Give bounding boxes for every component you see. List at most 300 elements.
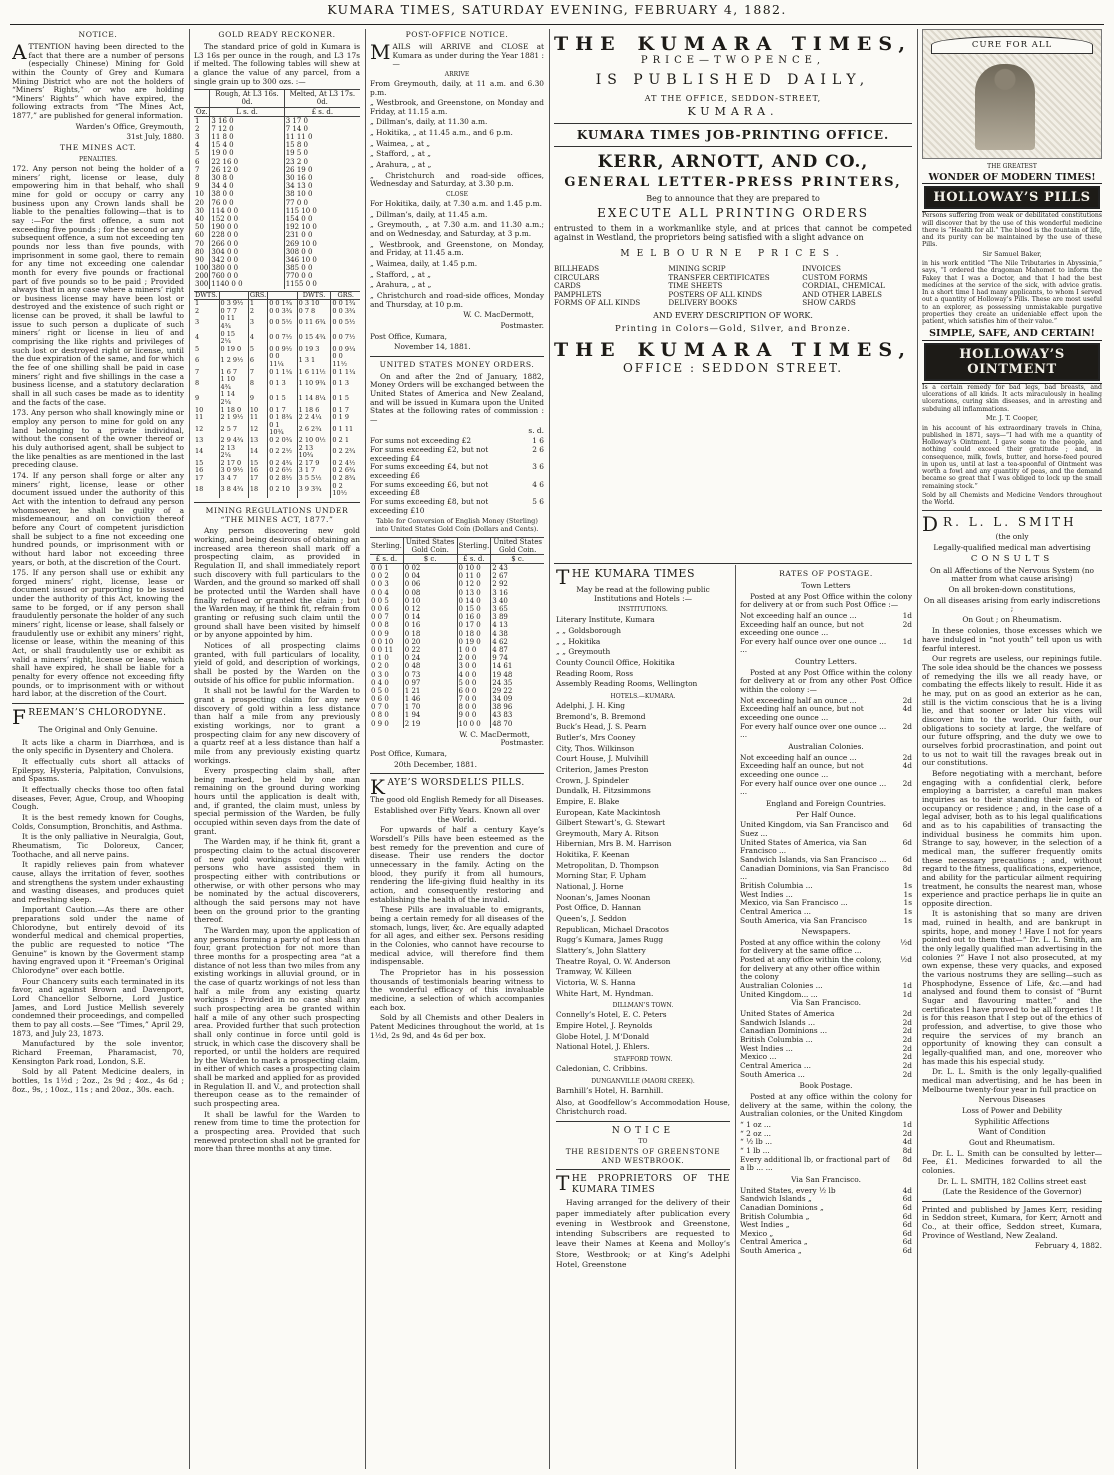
postage-rate-value: 6d	[902, 1228, 912, 1238]
dwt-row-cell: 0 2 1	[331, 437, 360, 445]
dunganville-heading: DUNGANVILLE (MAORI CREEK).	[591, 1077, 695, 1085]
print-item-row-cell: POSTERS OF ALL KINDS	[668, 289, 763, 299]
kumara-times-heading: THE KUMARA TIMES	[556, 568, 695, 589]
conversion-row-cell: 2 92	[491, 580, 544, 588]
us-orders-heading: UNITED STATES MONEY ORDERS.	[379, 359, 535, 369]
postage-rate-label: Not exceeding half an ounce ...	[740, 695, 857, 705]
conversion-row-cell: 0 9 0	[371, 719, 389, 728]
dwt-row-cell: 9	[248, 391, 267, 406]
postage-rate-label: United States of America, via San Francisco ...	[740, 837, 867, 856]
baker-heading: Sir Samuel Baker,	[982, 249, 1042, 258]
ounce-row-cell: 154 0 0	[284, 215, 360, 223]
conversion-row	[370, 654, 544, 662]
postage-rate-label: British Columbia ...	[740, 880, 813, 890]
closing-item: „ Westbrook, and Greenstone, on Monday, and Friday, at 11.45 a.m.	[370, 239, 544, 258]
hotel-item: Empire, E. Blake	[556, 796, 620, 806]
ounce-row-cell: 3 17 0	[284, 116, 360, 125]
dwt-row-cell: 0 1 1¼	[268, 369, 297, 377]
postage-rate	[740, 1071, 912, 1080]
post-office-date: 20th December, 1881.	[394, 759, 477, 769]
regulation-paragraph: It shall not be lawful for the Warden to grant a prospecting claim for any new discovery of gold within a less distance than half a mile from any previously existing workings, nor to grant a prospecting claim for any new discovery of a quartz reef at a less distance than half a mile from any previously existing quartz workings.	[194, 686, 360, 765]
conversion-row-cell: 4 62	[491, 638, 544, 646]
freeman-paragraph: It is the best remedy known for Coughs, Colds, Consumption, Bronchitis, and Asthma.	[12, 812, 184, 831]
ounce-row-cell: 266 0 0	[210, 240, 284, 248]
postage-rate-label: “ 2 oz ...	[740, 1128, 771, 1138]
ounce-row-cell: 20	[195, 198, 204, 207]
post-office-date: November 14, 1881.	[394, 342, 471, 352]
postage-rate-label: Exceeding half an ounce, but not exceeding one ounce ...	[740, 619, 864, 638]
ounce-row-cell: 1140 0 0	[210, 280, 284, 288]
arrive-list	[370, 80, 544, 189]
dwt-row-cell: 1 18 0	[219, 407, 248, 415]
postage-rate	[740, 705, 912, 722]
dwt-row-cell: 0 2 6½	[268, 467, 297, 475]
institution-item: Literary Institute, Kumara	[556, 615, 655, 625]
conversion-row-cell: 14 61	[491, 662, 544, 670]
ounce-row-cell: 269 10 0	[284, 240, 360, 248]
regulation-paragraph: The Warden may, upon the application of any persons forming a party of not less than four, grant protection for not more than three months for a prospecting area “at a distance of not less than two miles from any existing workings in alluvial ground, or in the case of quartz workings of not less than half a mile from any existing quartz workings : Provided in no case shall any such prospecting area be granted within half a mile of any other such prospecting area. Provided further that such protection shall only continue in force until gold is struck, in which case the discovery shall be reported, or until the holders are required by the Warden to mark a prospecting claim, in either of which cases a prospecting claim shall be marked and applied for as provided in Regulation II. and V., and protection shall thereupon cease as to the remainder of such prospecting area.	[194, 925, 360, 1109]
ounce-row	[194, 264, 360, 272]
dwt-row-cell: 0 2 0¾	[268, 437, 297, 445]
conversion-row-cell: 3 16	[491, 589, 544, 597]
postage-rate-value: 2d	[902, 1061, 912, 1070]
dwt-row-cell: 6	[195, 356, 200, 365]
hotel-item: Buck’s Head, J. S. Pearn	[556, 722, 647, 732]
column-gold-reckoner	[194, 29, 360, 1156]
conversion-title: Table for Conversion of English Money (Sterling) into United States Gold Coin (Dollars and Cents).	[375, 517, 539, 533]
dwt-row-cell: 1 10 4¾	[219, 376, 248, 391]
dwt-row-cell: 3 1 7	[297, 467, 331, 475]
office-line: AT THE OFFICE, SEDDON-STREET,	[644, 94, 822, 104]
drop-cap: D	[922, 512, 942, 537]
dwt-row-cell: 0 0 11½	[331, 353, 360, 368]
hotel-item: Globe Hotel, J. M‘Donald	[556, 1031, 650, 1041]
postage-rate	[740, 821, 912, 838]
conversion-row-cell: 0 18	[403, 630, 457, 638]
dwt-row-cell: 0 0 1¾	[331, 300, 360, 308]
column-institutions	[556, 568, 730, 1272]
lsd-label: £ s. d.	[457, 554, 491, 563]
ounce-row-cell: 8	[195, 174, 200, 183]
postage-rate-label: Sandwich Islands „	[740, 1194, 812, 1204]
conversion-row	[370, 638, 544, 646]
ounce-row	[194, 141, 360, 149]
conversion-row-cell: 0 0 9	[371, 629, 389, 638]
ounce-row-cell: 3	[195, 133, 200, 142]
conversion-row-cell: 0 0 8	[371, 621, 389, 630]
dwt-row-cell: 8	[248, 376, 267, 391]
conversion-row-cell: 2 19	[403, 720, 457, 728]
arrive-heading: ARRIVE	[444, 70, 470, 78]
ounce-row	[194, 199, 360, 207]
dwt-row-cell: 2 9 4¾	[219, 437, 248, 445]
print-item-row-cell: BILLHEADS	[554, 264, 600, 274]
ounce-row-cell: 23 2 0	[284, 158, 360, 166]
foreign-rates	[740, 821, 912, 925]
conversion-row-cell: 9 0 0	[457, 711, 491, 719]
ounce-row	[194, 190, 360, 198]
ounce-row	[194, 174, 360, 182]
conversion-row-cell: 0 73	[403, 671, 457, 679]
hotel-item: European, Kate Mackintosh	[556, 807, 661, 817]
hotel-item: White Hart, M. Hyndman.	[556, 988, 654, 998]
postage-rate-value: 6d	[902, 1237, 912, 1247]
dillmans-heading: DILLMAN’S TOWN.	[612, 1002, 674, 1010]
conversion-row-cell: 0 02	[403, 564, 457, 573]
postmaster-signature: W. C. MacDermott,	[463, 310, 534, 320]
freeman-paragraph: It effectually cuts short all attacks of Epilepsy, Hysteria, Palpitation, Convulsions, and Spasms.	[12, 756, 184, 784]
dwt-row-cell: 11	[248, 414, 267, 422]
ounce-row-cell: 304 0 0	[210, 248, 284, 256]
postmaster-title: Postmaster.	[500, 738, 544, 748]
ounce-row-cell: 4	[195, 141, 200, 150]
notice-signature: Warden’s Office, Greymouth,	[75, 121, 184, 131]
conversion-row-cell: 1 70	[403, 703, 457, 711]
hotel-item: Morning Star, F. Upham	[556, 871, 647, 881]
postage-rate-label: Sandwich Islands, via San Francisco ...	[740, 854, 887, 864]
conversion-row-cell: 0 5 0	[371, 686, 389, 695]
conversion-row	[370, 580, 544, 588]
column-holloway-smith	[922, 29, 1102, 1253]
dwt-row-cell: 5	[248, 346, 267, 354]
conversion-row-cell: 1 94	[403, 711, 457, 719]
postage-rate-value: 2d	[902, 721, 912, 731]
print-item-row-cell: MINING SCRIP	[668, 264, 726, 274]
dwt-row-cell: 8	[195, 378, 200, 387]
arrival-item: „ Hokitika, „ at 11.45 a.m., and 6 p.m.	[370, 128, 513, 138]
postage-rate-label: Central America ...	[740, 1061, 811, 1070]
masthead: KUMARA TIMES, SATURDAY EVENING, FEBRUARY 4, 1882.	[327, 2, 787, 17]
hotel-item: Rugg’s Kumara, James Rugg	[556, 935, 664, 945]
postage-rate-label: “ 1 oz ...	[740, 1119, 771, 1129]
conversion-row	[370, 695, 544, 703]
postage-rate-label: South America „	[740, 1246, 802, 1256]
australian-rates	[740, 754, 912, 797]
per-half-ounce: Per Half Ounce.	[796, 809, 856, 819]
postage-rate-value: 2d	[902, 1035, 912, 1045]
ounce-row-cell: 22 16 0	[210, 158, 284, 166]
dwt-row-cell: 2	[195, 306, 200, 315]
dwt-row-cell: 1 6 11½	[297, 369, 331, 377]
hotel-item: National Hotel, J. Ehlers.	[556, 1042, 650, 1052]
column-divider	[735, 565, 736, 1469]
proprietors-text: Having arranged for the delivery of their paper immediately after publication every evening in Westbrook and Greenstone, intending Subscribers are requested to leave their Names at Keena and Molloy’s Store, Westbrook; or at King’s Adelphi Hotel, Greenstone	[556, 1198, 730, 1269]
conversion-row-cell: 0 48	[403, 662, 457, 670]
dwt-row-cell: 0 1 11	[331, 422, 360, 437]
conversion-row-cell: 2 67	[491, 572, 544, 580]
dwt-row-cell: 2 17 0	[219, 460, 248, 468]
mines-act-heading: THE MINES ACT.	[59, 143, 137, 153]
dwt-row-cell: 0 1 3	[268, 376, 297, 391]
conversion-row-cell: 0 6 0	[371, 695, 389, 704]
smith-paragraph: Before negotiating with a merchant, before engaging with a confidential clerk, before employing a barrister, a careful man makes inquiries as to their standing their length of occupancy or residence ; and, in the case of a legal adviser, both as to his legal qualifications and as to his capabilities of transacting the individual business he commits him upon. Strange to say, however, in the selection of a medical man, the sufferer frequently omits these necessary precautions ; and, without regard to the fitness, qualifications, experience, and ability for the particular ailment requiring treatment, he consults the nearest man, whose experience and practice perhaps lie in quite an opposite direction.	[922, 768, 1102, 908]
freeman-paragraph: Sold by all Patent Medicine dealers, in bottles, 1s 1½d ; 2oz., 2s 9d ; 4oz., 4s 6d ; 8oz., 9s, ; 10oz., 11s ; and 20oz., 30s. each.	[12, 1067, 184, 1094]
reckoner-heading: GOLD READY RECKONER.	[218, 30, 336, 39]
the-title: THE	[554, 33, 622, 55]
kaye-paragraph: Sold by all Chemists and other Dealers in Patent Medicines throughout the world, at 1s 1½d, 2s 9d, and 4s 6d per box.	[370, 1013, 544, 1040]
section-175: 175. If any person shall use or exhibit any forged miners’ right, license, lease or document issued or purporting to be issued under the authority of this Act, knowing the same to be forged, or if any person shall fraudulently personate the holder of any such miners’ right, license or lease, shall falsely or fraudulently use or exhibit any miners’ right, license or lease, within the meaning of this Act, or shall fraudulently use or exhibit as valid a miners’ right, license or lease, which shall have expired, he shall be liable for a penalty for every offence not exceeding fifty pounds, or to imprisonment with or without hard labor, at the discretion of the Court.	[12, 568, 184, 699]
dwt-row-cell: 3 8 4¾	[219, 483, 248, 498]
hotel-item: Bremond’s, B. Bremond	[556, 711, 646, 721]
ounce-row-cell: 1	[195, 116, 200, 125]
postage-rate-value: 2d	[902, 1026, 912, 1036]
postage-rate-label: Canadian Dominions ...	[740, 1026, 828, 1036]
print-item-row-cell: TRANSFER CERTIFICATES	[668, 272, 770, 282]
conversion-row-cell: 10 0 0	[457, 720, 491, 728]
job-printing-line: KUMARA TIMES JOB-PRINTING OFFICE.	[576, 127, 890, 142]
conversion-row-cell: 24 35	[491, 679, 544, 687]
conversion-row-cell: 0 14	[403, 613, 457, 621]
melbourne-prices: MELBOURNE PRICES.	[620, 248, 846, 259]
postage-rate-value: 2d	[902, 1009, 912, 1019]
closing-item: „ Christchurch and road-side offices, Monday and Thursday, at 10 p.m.	[370, 291, 544, 309]
dwt-row	[194, 315, 360, 330]
dwt-row-cell: 1 18 6	[297, 407, 331, 415]
dwt-row-cell: 1 14 8¼	[297, 391, 331, 406]
conversion-row-cell: 0 15 0	[457, 605, 491, 613]
grs-header: GRS.	[249, 290, 267, 299]
dwt-row-cell: 15	[248, 460, 267, 468]
dwt-row-cell: 0 2 2½	[268, 445, 297, 460]
notice-heading: NOTICE	[611, 1125, 675, 1136]
conversion-row-cell: 0 06	[403, 580, 457, 588]
dwt-row-cell: 0 2 8¾	[331, 475, 360, 483]
conversion-row-cell: 4 0 0	[457, 671, 491, 679]
conversion-row-cell: 0 8 0	[371, 711, 389, 720]
dwt-row	[194, 376, 360, 391]
post-office-heading: POST-OFFICE NOTICE.	[405, 30, 509, 39]
hotel-item: Republican, Michael Dracotos	[556, 924, 669, 934]
dwt-row-cell: 1	[248, 300, 267, 308]
column-divider	[549, 29, 550, 1469]
postage-rate-value: 1d	[902, 1119, 912, 1129]
ounces-table	[194, 89, 360, 289]
read-at-intro: May be read at the following public Institutions and Hotels :—	[576, 585, 710, 603]
dwt-row-cell: 17	[248, 475, 267, 483]
dwt-row-cell: 16	[195, 466, 204, 475]
ounce-row-cell: 5	[195, 149, 200, 158]
dwt-row-cell: 0 1 8¾	[268, 414, 297, 422]
postage-rate-value: 8d	[902, 1145, 912, 1155]
postage-rate-label: British Columbia ...	[740, 1035, 813, 1045]
ounce-row	[194, 207, 360, 215]
commission-rate-value: 4 6	[532, 479, 544, 489]
via-san-francisco: Via San Francisco.	[791, 998, 861, 1008]
kumara-line: KUMARA.	[687, 104, 779, 118]
conversion-row-cell: 4 87	[491, 646, 544, 654]
office-seddon: OFFICE : SEDDON STREET.	[622, 360, 844, 375]
postage-rate	[740, 723, 912, 740]
ounce-row-cell: 1155 0 0	[284, 280, 360, 288]
conversion-row	[370, 564, 544, 573]
closing-item: For Hokitika, daily, at 7.30 a.m. and 1.45 p.m.	[370, 199, 542, 209]
freeman-paragraph: Manufactured by the sole inventor, Richard Freeman, Pharamacist, 70, Kensington Park road, London, S.E.	[12, 1039, 184, 1066]
proprietors-heading: THE PROPRIETORS OF THE KUMARA TIMES	[556, 1171, 730, 1196]
hotel-item: Slattery’s, John Slattery	[556, 946, 646, 956]
commission-rates	[370, 437, 544, 515]
column-postage-rates	[740, 568, 912, 1256]
conversion-row	[370, 687, 544, 695]
book-every-rate: Every additional lb, or fractional part of a lb ... ... 8d	[740, 1154, 912, 1173]
pills-text: Persons suffering from weak or debilitated constitutions will discover that by the use of this wonderful medicine there is “Health for all.” The blood is the fountain of life, and its purity can be maintained by the use of these Pills.	[922, 212, 1102, 249]
dwt-row-cell: 0 1 3	[331, 376, 360, 391]
commission-rate-value: 5 6	[532, 497, 544, 506]
kumara-times-title: KUMARA TIMES,	[637, 33, 912, 55]
postage-rate-label: Central America ...	[740, 906, 811, 916]
dwt-row-cell: 13	[248, 437, 267, 445]
postage-rate	[740, 917, 912, 926]
specialty-item: Nervous Diseases	[978, 1095, 1046, 1105]
hotel-item: Court House, J. Mulvihill	[556, 754, 649, 764]
commission-rate-value: 1 6	[532, 436, 544, 446]
hotel-item: Gilbert Stewart’s, G. Stewart	[556, 818, 666, 828]
postage-rate-value: 4d	[902, 1137, 912, 1147]
ounce-row-cell: 200	[195, 272, 209, 281]
newspaper-rate: Posted at any office within the colony, for delivery at any other office within the colony ½d	[740, 955, 912, 982]
cure-for-all-illustration	[922, 29, 1102, 159]
town-rates	[740, 612, 912, 655]
ounce-row-cell: 38 0 0	[210, 190, 284, 198]
dwt-row-cell: 1	[195, 299, 200, 308]
postage-rate-label: Not exceeding half an ounce ...	[740, 752, 857, 762]
hotel-item: Adelphi, J. H. King	[556, 700, 625, 710]
dwt-row-cell: 2 6 2¾	[297, 422, 331, 437]
postage-rate-label: Exceeding half an ounce, but not exceeding one ounce ...	[740, 704, 864, 723]
conversion-row-cell: 0 0 1	[371, 564, 389, 573]
dwt-row-cell: 0 0 9½	[268, 346, 297, 354]
ounce-row	[194, 256, 360, 264]
freeman-paragraph: It is the only palliative in Neuralgia, Gout, Rheumatism, Tic Doloreux, Cancer, Toothache, and all nerve pains.	[12, 832, 184, 859]
seated-figure-illustration	[975, 64, 1035, 150]
hotel-item: Post Office, D. Hannan	[556, 903, 642, 913]
conversion-row-cell: 8 0 0	[457, 703, 491, 711]
conversion-row-cell: 0 24	[403, 654, 457, 662]
institutions-heading: INSTITUTIONS.	[618, 606, 668, 614]
consults-line: CONSULTS	[970, 553, 1054, 564]
conversion-row-cell: 0 12	[403, 605, 457, 613]
dwt-row-cell: 0 2 6¾	[331, 467, 360, 475]
sterling-header: Sterling.	[370, 537, 403, 554]
conversion-row-cell: 0 0 6	[371, 605, 389, 613]
hotel-item: Victoria, W. S. Hanna	[556, 978, 636, 987]
dwt-row-cell: 0 15 4¾	[297, 331, 331, 346]
dwt-row-cell: 10	[248, 407, 267, 415]
postage-rate-value: 6d	[902, 1211, 912, 1221]
section-172: 172. Any person not being the holder of a miners’ right, license or lease, duly empowering him in that behalf, who shall mine for gold or occupy or carry any business upon any Crown lands shall be liable to the penalties following—that is to say :—For the first offence, a sum not exceeding five pounds ; for the second or any subsequent offence, a sum not exceeding ten pounds nor less than five pounds, with imprisonment in some gaol, there to remain for any time not exceeding one calendar month for every five pounds or fractional part of five pounds so to be paid ; Provided always that in any case where a miners’ right or business license may have been lost or destroyed and the existence of such right or license can be proved, it shall be lawful to issue to such person a duplicate of such miners’ right or license in lieu of and comprising the like rights and privileges of such lost or destroyed right or license, until the due expiration of the same, and for which the fee of one shilling shall be paid in case miners’ right and five shillings in the case a business license, and a statutory declaration shall in all such cases be made as to identity and the facts of the case.	[12, 163, 184, 407]
hotel-item: Criterion, James Preston	[556, 764, 649, 774]
ounce-row-cell: 90	[195, 255, 204, 264]
closing-item: „ Waimea, daily, at 1.45 p.m.	[370, 259, 478, 269]
postage-rate-value: 2d	[902, 695, 912, 705]
postage-rate-label: “ 1 lb ...	[740, 1145, 770, 1155]
freeman-subheading: The Original and Only Genuine.	[38, 725, 158, 735]
arrival-item: „ Waimea, „ at „	[370, 138, 431, 148]
print-item-row-cell: CORDIAL, CHEMICAL	[802, 281, 885, 291]
print-item-row-cell: SHOW CARDS	[802, 297, 856, 307]
commission-rate-label: For sums exceeding £8, but not exceeding £10	[370, 497, 489, 515]
conversion-row	[370, 703, 544, 711]
dwt-row-cell: 5	[195, 344, 200, 353]
residents-heading: THE RESIDENTS OF GREENSTONE AND WESTBROOK.	[565, 1147, 721, 1165]
ounce-row-cell: 38 10 0	[284, 190, 360, 198]
dwt-row-cell: 2 10 0½	[297, 437, 331, 445]
ounce-row-cell: 19 5 0	[284, 149, 360, 157]
conversion-row-cell: 0 16 0	[457, 613, 491, 621]
postmaster-title: Postmaster.	[500, 320, 544, 330]
postage-rate-value: 6d	[902, 1202, 912, 1212]
postage-rate-label: South America, via San Francisco	[740, 915, 867, 925]
conversion-row-cell: 6 0 0	[457, 687, 491, 695]
conversion-row	[370, 572, 544, 580]
dwt-row-cell: 15	[195, 458, 204, 467]
institution-item: „ „ Greymouth	[556, 647, 611, 657]
ounce-row-cell: 115 10 0	[284, 207, 360, 215]
lsd-label: £ s. d.	[370, 554, 403, 563]
conversion-row-cell: 7 0 0	[457, 695, 491, 703]
conversion-row-cell: 0 0 4	[371, 588, 389, 597]
dwt-row-cell: 1 14 2¼	[219, 391, 248, 406]
dwt-row-cell: 0 3 10	[297, 300, 331, 308]
ounce-row-cell: 34 4 0	[210, 182, 284, 190]
conversion-row-cell: 38 96	[491, 703, 544, 711]
specialty-item: Gout and Rheumatism.	[968, 1137, 1056, 1147]
ounce-row-cell: 7 12 0	[210, 125, 284, 133]
postage-rate-value: 1d	[902, 610, 912, 620]
ounce-row-cell: 7	[195, 165, 200, 174]
postage-rate-value: 6d	[902, 1220, 912, 1230]
freeman-paragraph: It acts like a charm in Diarrhœa, and is the only specific in Dysentery and Cholera.	[12, 737, 184, 756]
every-description: AND EVERY DESCRIPTION OF WORK.	[653, 311, 813, 321]
conversion-row-cell: 0 10 0	[457, 564, 491, 573]
town-letters-intro: Posted at any Post Office within the colony for delivery at or from such Post Office :—	[740, 591, 912, 610]
ounce-row	[194, 223, 360, 231]
postage-rate-value: 2d	[902, 1043, 912, 1053]
dollar-label: $ c.	[491, 554, 544, 563]
dwt-row-cell: 2 1 9½	[219, 414, 248, 422]
oz-label: Oz.	[194, 107, 210, 116]
notice-heading: NOTICE.	[78, 30, 118, 39]
conversion-row-cell: 4 38	[491, 630, 544, 638]
dwt-row-cell: 0 0 11¼	[268, 353, 297, 368]
dwt-row-cell: 2 13 2¼	[219, 445, 248, 460]
ounce-row	[194, 182, 360, 190]
ounce-row-cell: 80	[195, 247, 204, 256]
specialty-item: Want of Condition	[978, 1127, 1046, 1137]
grs-header: GRS.	[331, 291, 360, 300]
dwt-row-cell: 0 15 2¼	[219, 331, 248, 346]
dwts-header: DWTS.	[297, 291, 331, 300]
simple-safe-line: SIMPLE, SAFE, AND CERTAIN!	[929, 328, 1095, 340]
dwt-row-cell: 0 1 9	[331, 414, 360, 422]
postage-rate-label: West Indies ...	[740, 889, 793, 899]
dwt-row-cell: 0 2 4¾	[268, 460, 297, 468]
postage-rate-value: 1s	[903, 898, 912, 908]
postmaster-signature: W. C. MacDermott,	[459, 729, 530, 739]
postage-rate-label: Exceeding half an ounce, but not exceeding one ounce ...	[740, 761, 864, 779]
imprint: Printed and published by James Kerr, residing in Seddon street, Kumara, for Kerr, Arnott and Co., at their office, Seddon street, Kumara, Province of Westland, New Zealand.	[922, 1204, 1102, 1240]
conversion-row-cell: 0 22	[403, 646, 457, 654]
stafford-heading: STAFFORD TOWN.	[613, 1055, 673, 1063]
postage-rate-label: Canadian Dominions „	[740, 1202, 824, 1212]
execute-line: EXECUTE ALL PRINTING ORDERS	[597, 205, 869, 220]
specialty-item: Syphilitic Affections	[974, 1116, 1050, 1126]
imprint-date: February 4, 1882.	[1034, 1241, 1102, 1251]
dwt-row-cell: 14	[248, 445, 267, 460]
ounce-row-cell: 308 0 0	[284, 248, 360, 256]
section-173: 173. Any person who shall knowingly mine or employ any person to mine for gold on any land belonging to a private individual, without the consent of the owner thereof or his duly authorised agent, shall be subject to the like penalties as are mentioned in the last preceding clause.	[12, 408, 184, 470]
regulation-paragraph: Notices of all prospecting claims granted, with full particulars of locality, yield of gold, and description of workings, shall be posted by the Warden on the outside of his office for public information.	[194, 640, 360, 685]
printing-list	[554, 265, 912, 307]
